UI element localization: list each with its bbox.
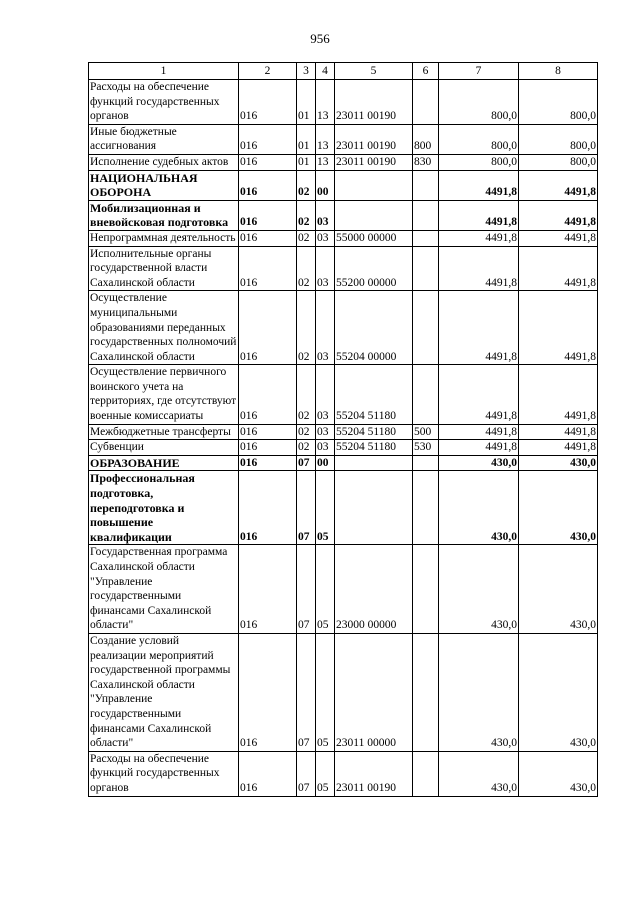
target-article-cell: 55204 00000 [335, 291, 413, 365]
section-code-cell: 02 [297, 291, 316, 365]
amount-cell: 430,0 [439, 633, 519, 751]
expense-type-cell [413, 80, 439, 125]
table-row [89, 545, 598, 634]
amount-cell: 430,0 [439, 751, 519, 796]
amount-cell: 4491,8 [439, 424, 519, 440]
column-header: 1 [89, 63, 239, 80]
expense-type-cell [413, 633, 439, 751]
table-row [89, 440, 598, 456]
section-code-cell: 07 [297, 633, 316, 751]
page-number: 956 [310, 31, 330, 46]
column-header: 8 [519, 63, 598, 80]
table-row [89, 471, 598, 545]
subsection-code-cell: 03 [316, 440, 335, 456]
column-header: 6 [413, 63, 439, 80]
table-row [89, 80, 598, 125]
subsection-code-cell: 13 [316, 80, 335, 125]
target-article-cell [335, 471, 413, 545]
expense-type-cell [413, 545, 439, 634]
expense-type-cell: 530 [413, 440, 439, 456]
subsection-code-cell: 05 [316, 633, 335, 751]
section-code-cell: 01 [297, 124, 316, 154]
section-code-cell: 02 [297, 230, 316, 246]
amount-cell: 430,0 [439, 455, 519, 471]
row-name-cell: Мобилизационная и вневойсковая подготовка [89, 200, 239, 230]
amount-cell: 4491,8 [519, 246, 598, 291]
expense-type-cell [413, 455, 439, 471]
ministry-code-cell: 016 [239, 365, 297, 424]
section-code-cell: 07 [297, 455, 316, 471]
amount-cell: 4491,8 [519, 291, 598, 365]
table-row [89, 246, 598, 291]
table-row [89, 424, 598, 440]
target-article-cell [335, 200, 413, 230]
ministry-code-cell: 016 [239, 170, 297, 200]
ministry-code-cell: 016 [239, 424, 297, 440]
row-name-cell: ОБРАЗОВАНИЕ [89, 455, 239, 471]
amount-cell: 800,0 [439, 124, 519, 154]
section-code-cell: 01 [297, 154, 316, 170]
section-code-cell: 07 [297, 471, 316, 545]
amount-cell: 4491,8 [519, 230, 598, 246]
section-code-cell: 02 [297, 365, 316, 424]
row-name-cell: Расходы на обеспечение функций государственных органов [89, 751, 239, 796]
amount-cell: 430,0 [519, 633, 598, 751]
amount-cell: 800,0 [439, 80, 519, 125]
expense-type-cell [413, 200, 439, 230]
target-article-cell: 55204 51180 [335, 440, 413, 456]
amount-cell: 4491,8 [439, 230, 519, 246]
target-article-cell: 23011 00190 [335, 154, 413, 170]
expense-type-cell [413, 291, 439, 365]
amount-cell: 430,0 [519, 751, 598, 796]
row-name-cell: Государственная программа Сахалинской области "Управление государственными финансами Сахалинской области" [89, 545, 239, 634]
target-article-cell: 55200 00000 [335, 246, 413, 291]
amount-cell: 4491,8 [519, 440, 598, 456]
subsection-code-cell: 03 [316, 230, 335, 246]
subsection-code-cell: 03 [316, 291, 335, 365]
expense-type-cell: 500 [413, 424, 439, 440]
subsection-code-cell: 05 [316, 751, 335, 796]
ministry-code-cell: 016 [239, 80, 297, 125]
table-row [89, 633, 598, 751]
table-row [89, 365, 598, 424]
table-body [89, 80, 598, 797]
table-header-row [89, 63, 598, 80]
subsection-code-cell: 13 [316, 154, 335, 170]
row-name-cell: Осуществление первичного воинского учета на территориях, где отсутствуют военные комиссариаты [89, 365, 239, 424]
subsection-code-cell: 00 [316, 455, 335, 471]
amount-cell: 430,0 [439, 471, 519, 545]
row-name-cell: Осуществление муниципальными образованиями переданных государственных полномочий Сахалинской области [89, 291, 239, 365]
amount-cell: 4491,8 [439, 246, 519, 291]
row-name-cell: Исполнение судебных актов [89, 154, 239, 170]
section-code-cell: 07 [297, 751, 316, 796]
row-name-cell: Субвенции [89, 440, 239, 456]
expense-type-cell [413, 365, 439, 424]
ministry-code-cell: 016 [239, 200, 297, 230]
ministry-code-cell: 016 [239, 471, 297, 545]
target-article-cell: 23011 00190 [335, 751, 413, 796]
subsection-code-cell: 05 [316, 545, 335, 634]
section-code-cell: 02 [297, 200, 316, 230]
ministry-code-cell: 016 [239, 751, 297, 796]
column-header: 5 [335, 63, 413, 80]
subsection-code-cell: 03 [316, 424, 335, 440]
amount-cell: 430,0 [519, 471, 598, 545]
column-header: 2 [239, 63, 297, 80]
ministry-code-cell: 016 [239, 440, 297, 456]
amount-cell: 800,0 [439, 154, 519, 170]
target-article-cell: 55204 51180 [335, 365, 413, 424]
section-code-cell: 07 [297, 545, 316, 634]
table-row [89, 200, 598, 230]
table-row [89, 170, 598, 200]
expense-type-cell [413, 170, 439, 200]
target-article-cell: 23011 00190 [335, 80, 413, 125]
row-name-cell: Расходы на обеспечение функций государственных органов [89, 80, 239, 125]
expense-type-cell [413, 471, 439, 545]
expense-type-cell [413, 230, 439, 246]
amount-cell: 430,0 [519, 455, 598, 471]
subsection-code-cell: 03 [316, 200, 335, 230]
expense-type-cell: 830 [413, 154, 439, 170]
table-row [89, 291, 598, 365]
expense-type-cell [413, 751, 439, 796]
subsection-code-cell: 00 [316, 170, 335, 200]
table-row [89, 124, 598, 154]
row-name-cell: НАЦИОНАЛЬНАЯ ОБОРОНА [89, 170, 239, 200]
section-code-cell: 01 [297, 80, 316, 125]
column-header: 3 [297, 63, 316, 80]
target-article-cell: 23011 00000 [335, 633, 413, 751]
row-name-cell: Профессиональная подготовка, переподготовка и повышение квалификации [89, 471, 239, 545]
subsection-code-cell: 03 [316, 246, 335, 291]
table-row [89, 455, 598, 471]
ministry-code-cell: 016 [239, 230, 297, 246]
amount-cell: 4491,8 [519, 424, 598, 440]
column-header: 4 [316, 63, 335, 80]
amount-cell: 800,0 [519, 154, 598, 170]
section-code-cell: 02 [297, 440, 316, 456]
row-name-cell: Межбюджетные трансферты [89, 424, 239, 440]
amount-cell: 4491,8 [439, 291, 519, 365]
table-row [89, 230, 598, 246]
expense-type-cell: 800 [413, 124, 439, 154]
amount-cell: 4491,8 [439, 365, 519, 424]
section-code-cell: 02 [297, 170, 316, 200]
amount-cell: 430,0 [439, 545, 519, 634]
subsection-code-cell: 13 [316, 124, 335, 154]
target-article-cell: 23011 00190 [335, 124, 413, 154]
amount-cell: 800,0 [519, 124, 598, 154]
amount-cell: 4491,8 [439, 200, 519, 230]
ministry-code-cell: 016 [239, 246, 297, 291]
row-name-cell: Иные бюджетные ассигнования [89, 124, 239, 154]
ministry-code-cell: 016 [239, 455, 297, 471]
row-name-cell: Непрограммная деятельность [89, 230, 239, 246]
target-article-cell [335, 170, 413, 200]
amount-cell: 4491,8 [519, 170, 598, 200]
target-article-cell: 55204 51180 [335, 424, 413, 440]
subsection-code-cell: 03 [316, 365, 335, 424]
ministry-code-cell: 016 [239, 124, 297, 154]
table-row [89, 751, 598, 796]
column-header: 7 [439, 63, 519, 80]
section-code-cell: 02 [297, 246, 316, 291]
table-row [89, 154, 598, 170]
ministry-code-cell: 016 [239, 545, 297, 634]
amount-cell: 4491,8 [519, 200, 598, 230]
ministry-code-cell: 016 [239, 633, 297, 751]
section-code-cell: 02 [297, 424, 316, 440]
amount-cell: 4491,8 [519, 365, 598, 424]
target-article-cell: 55000 00000 [335, 230, 413, 246]
ministry-code-cell: 016 [239, 154, 297, 170]
row-name-cell: Создание условий реализации мероприятий государственной программы Сахалинской области "Управление государственными финансами Сахалинской области" [89, 633, 239, 751]
row-name-cell: Исполнительные органы государственной власти Сахалинской области [89, 246, 239, 291]
amount-cell: 4491,8 [439, 170, 519, 200]
amount-cell: 430,0 [519, 545, 598, 634]
amount-cell: 800,0 [519, 80, 598, 125]
target-article-cell: 23000 00000 [335, 545, 413, 634]
budget-table [88, 62, 598, 797]
amount-cell: 4491,8 [439, 440, 519, 456]
target-article-cell [335, 455, 413, 471]
subsection-code-cell: 05 [316, 471, 335, 545]
ministry-code-cell: 016 [239, 291, 297, 365]
expense-type-cell [413, 246, 439, 291]
